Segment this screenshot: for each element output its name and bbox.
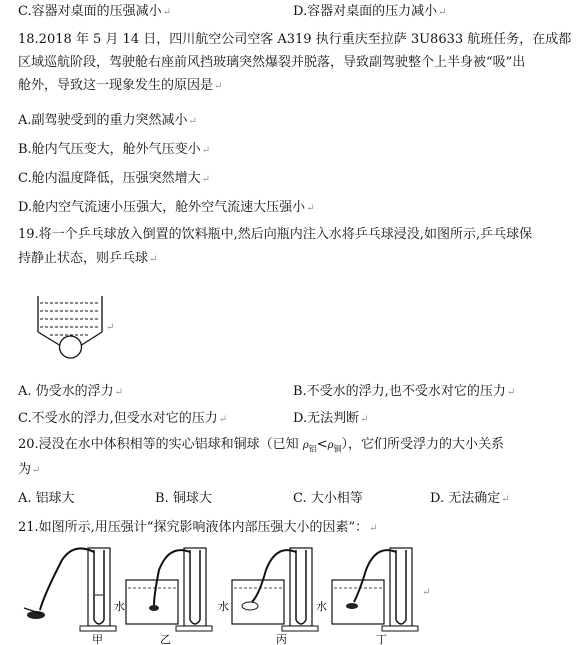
q18-line-1: 18.2018 年 5 月 14 日，四川航空公司空客 A319 执行重庆至拉萨 3U8633 航班任务，在成都: [18, 32, 572, 47]
caption-jia: 甲: [92, 633, 103, 645]
q19-option-d: D.无法判断↵: [293, 411, 369, 426]
caption-ding: 丁: [376, 633, 387, 645]
option-c-top: C.容器对桌面的压强减小↵: [18, 4, 172, 19]
figure-return-mark-2: ↵: [422, 587, 431, 598]
q20-option-a: A. 铝球大: [18, 491, 75, 506]
q19-line-2: 持静止状态，则乒乓球↵: [18, 251, 158, 266]
option-d-top: D.容器对桌面的压力减小↵: [293, 4, 447, 19]
q21-line: 21.如图所示,用压强计“探究影响液体内部压强大小的因素”：↵: [18, 520, 378, 535]
q18-option-a: A.副驾驶受到的重力突然减小↵: [18, 113, 197, 128]
q18-line-3: 舱外，导致这一现象发生的原因是↵: [18, 78, 223, 93]
q19-option-c: C.不受水的浮力,但受水对它的压力↵: [18, 411, 228, 426]
water-label-ding: 水: [316, 600, 327, 613]
pressure-gauge-figure: [14, 540, 434, 645]
q18-line-2: 区域巡航阶段，驾驶舱右座前风挡玻璃突然爆裂并脱落，导致副驾驶整个上半身被“吸”出: [18, 55, 526, 70]
q20-line-1: 20.浸没在水中体积相等的实心铝球和铜球（已知 $\rho_铝<\rho_铜$），它们所受浮力的大小关系: [18, 437, 505, 454]
q20-option-c: C. 大小相等: [293, 491, 363, 506]
water-label-bing: 水: [218, 600, 229, 613]
figure-return-mark: ↵: [106, 322, 115, 333]
q19-option-b: B.不受水的浮力,也不受水对它的压力↵: [293, 384, 516, 399]
q20-option-b: B. 铜球大: [155, 491, 212, 506]
q19-option-a: A. 仍受水的浮力↵: [18, 384, 124, 399]
setup-yi: [114, 548, 212, 645]
setup-ding: [316, 548, 430, 645]
q20-line-2: 为↵: [18, 462, 41, 477]
q20-option-d: D. 无法确定↵: [430, 491, 510, 506]
caption-yi: 乙: [160, 633, 171, 645]
q18-option-d: D.舱内空气流速小压强大，舱外空气流速大压强小↵: [18, 200, 315, 215]
water-label-yi: 水: [114, 600, 125, 613]
setup-bing: [218, 548, 318, 645]
caption-bing: 丙: [276, 633, 287, 645]
setup-jia: [24, 548, 116, 645]
q18-option-c: C.舱内温度降低，压强突然增大↵: [18, 171, 211, 186]
bottle-figure: [24, 290, 124, 380]
q18-option-b: B.舱内气压变大，舱外气压变小↵: [18, 142, 211, 157]
q19-line-1: 19.将一个乒乓球放入倒置的饮料瓶中,然后向瓶内注入水将乒乓球浸没,如图所示,乒乓球保: [18, 227, 533, 242]
